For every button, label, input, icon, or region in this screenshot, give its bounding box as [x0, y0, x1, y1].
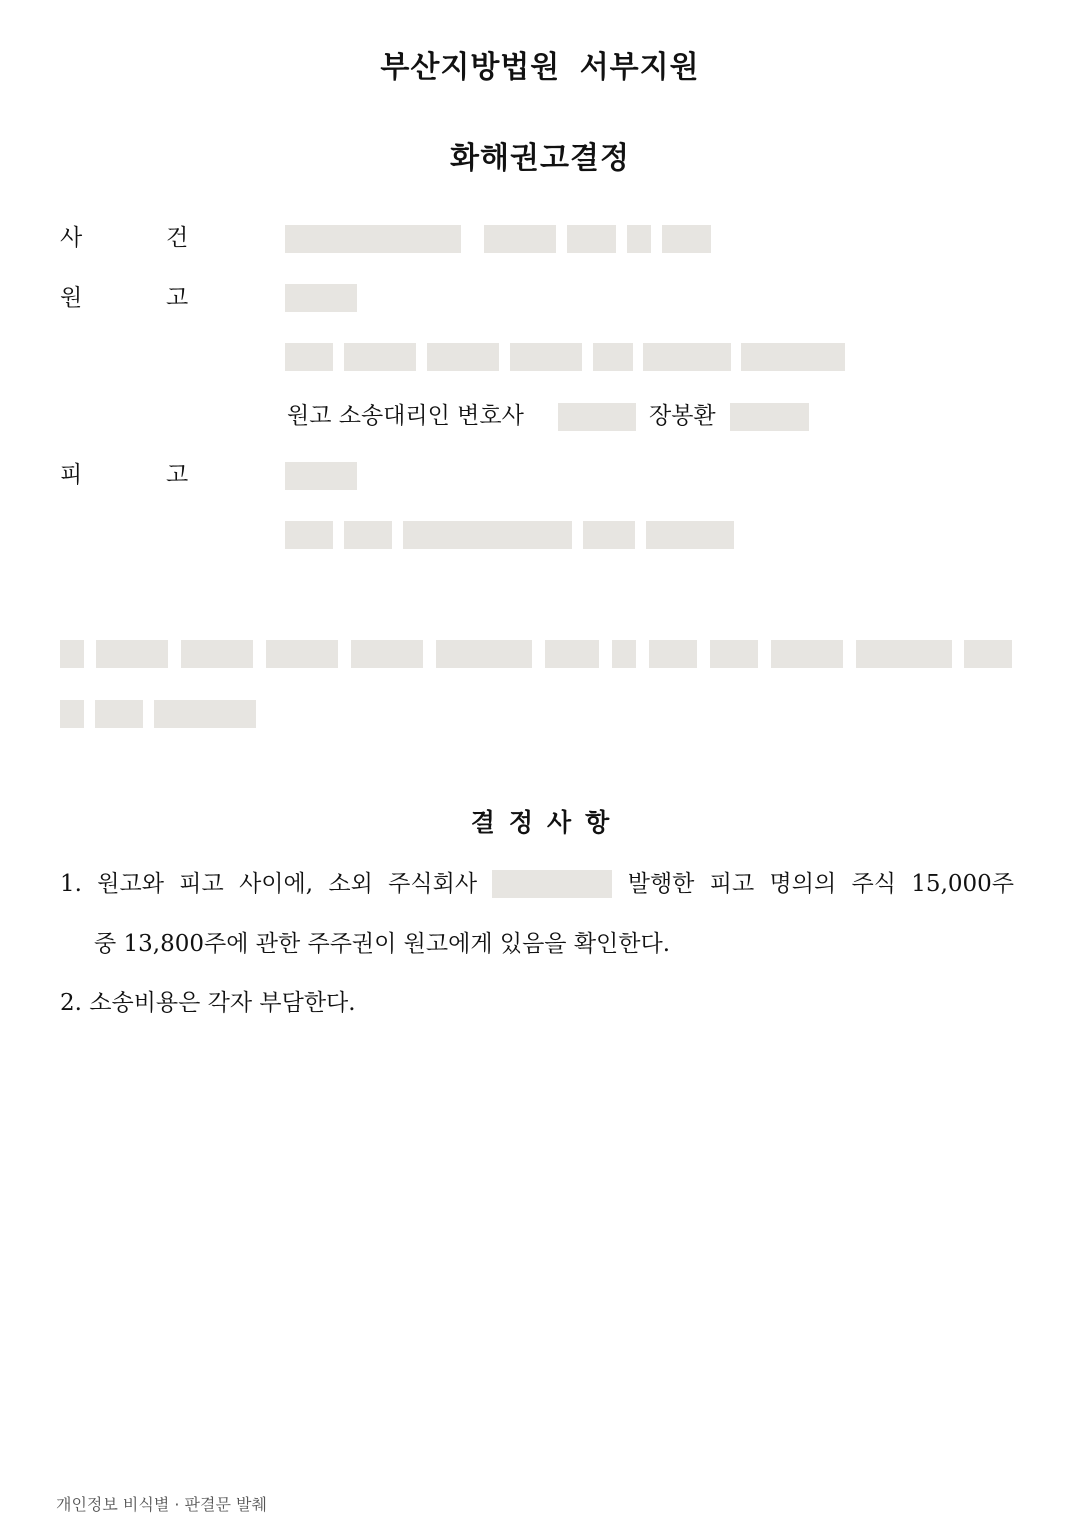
- redacted-plaintiff-address-1: [285, 343, 333, 371]
- plaintiff-label-char-2: 고: [166, 285, 189, 311]
- plaintiff-label-char-1: 원: [60, 285, 83, 311]
- redacted-text-15: [95, 700, 143, 728]
- redacted-text-5: [351, 640, 423, 668]
- counsel-label: 원고 소송대리인 변호사: [287, 403, 524, 429]
- word: 발행한: [627, 871, 695, 897]
- redacted-text-1: [60, 640, 84, 668]
- redacted-case-name-2: [567, 225, 616, 253]
- defendant-label-char-2: 고: [166, 462, 189, 488]
- word: 주식회사: [388, 871, 478, 897]
- word: 소외: [328, 871, 373, 897]
- redacted-defendant-address-5: [646, 521, 734, 549]
- redacted-case-name-4: [662, 225, 711, 253]
- redacted-defendant-address-4: [583, 521, 635, 549]
- redacted-defendant-address-2: [344, 521, 392, 549]
- decision-item-1-line-2: 중 13,800주에 관한 주주권이 원고에게 있음을 확인한다.: [94, 931, 671, 957]
- word: 원고와: [97, 871, 164, 897]
- redacted-text-6: [436, 640, 532, 668]
- redacted-plaintiff-address-6: [643, 343, 731, 371]
- redacted-case-name-3: [627, 225, 651, 253]
- redacted-plaintiff-address-3: [427, 343, 499, 371]
- redacted-text-9: [649, 640, 697, 668]
- redacted-case-number: [285, 225, 461, 253]
- redacted-text-2: [96, 640, 168, 668]
- word: 주식: [851, 871, 896, 897]
- redacted-text-16: [154, 700, 256, 728]
- word: 피고: [179, 871, 224, 897]
- redacted-plaintiff-name: [285, 284, 357, 312]
- redacted-text-3: [181, 640, 253, 668]
- decision-section-title: 결정사항: [470, 808, 624, 837]
- redacted-text-8: [612, 640, 636, 668]
- redacted-counsel-1: [558, 403, 636, 431]
- redacted-plaintiff-address-4: [510, 343, 582, 371]
- redacted-text-14: [60, 700, 84, 728]
- word: 15,000주: [911, 871, 1014, 897]
- word: 명의의: [769, 871, 837, 897]
- redacted-text-4: [266, 640, 338, 668]
- word: 피고: [709, 871, 755, 897]
- counsel-name: 장봉환: [649, 403, 716, 429]
- document-title: 화해권고결정: [450, 141, 630, 176]
- redacted-text-7: [545, 640, 599, 668]
- redacted-text-11: [771, 640, 843, 668]
- decision-item-2: 2. 소송비용은 각자 부담한다.: [60, 990, 356, 1016]
- word: 사이에,: [239, 871, 314, 897]
- redacted-plaintiff-address-2: [344, 343, 416, 371]
- redacted-defendant-address-1: [285, 521, 333, 549]
- decision-item-1-line-1: [60, 869, 1014, 899]
- redacted-plaintiff-address-5: [593, 343, 633, 371]
- redacted-defendant-name: [285, 462, 357, 490]
- defendant-label-char-1: 피: [60, 462, 83, 488]
- redacted-counsel-2: [730, 403, 809, 431]
- redacted-case-name-1: [484, 225, 556, 253]
- case-label-char-2: 건: [166, 225, 189, 251]
- redacted-defendant-address-3: [403, 521, 572, 549]
- court-name: 부산지방법원 서부지원: [380, 50, 700, 85]
- redacted-plaintiff-address-7: [741, 343, 845, 371]
- redacted-text-10: [710, 640, 758, 668]
- redacted-company-name: [492, 870, 612, 898]
- redacted-text-12: [856, 640, 952, 668]
- footer-note: 개인정보 비식별 · 판결문 발췌: [56, 1495, 267, 1514]
- item-number: 1.: [60, 871, 82, 897]
- redacted-text-13: [964, 640, 1012, 668]
- case-label-char-1: 사: [60, 225, 83, 251]
